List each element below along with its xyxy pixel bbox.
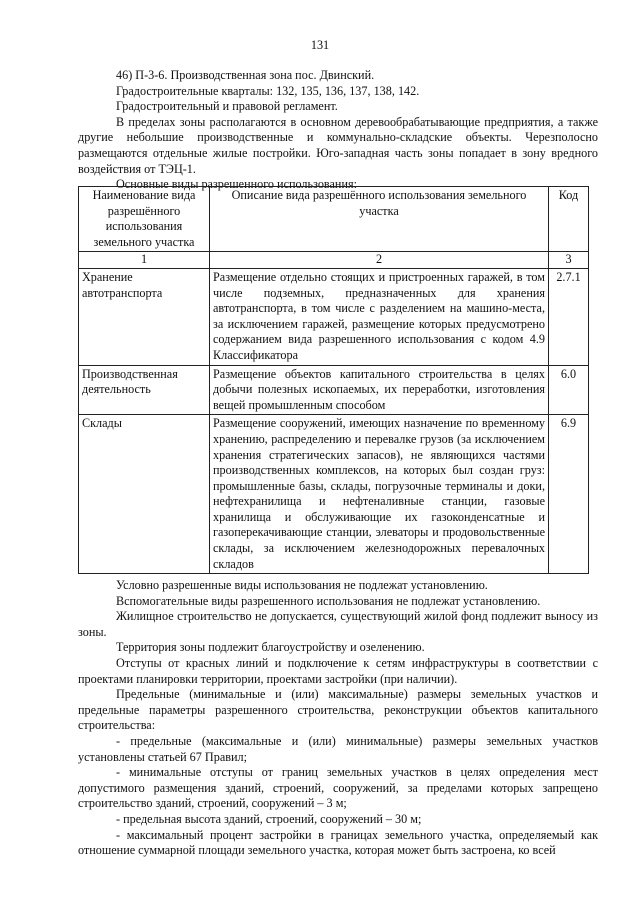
use-description: Размещение объектов капитального строительства в целях добычи полезных ископаемых, их переработки, изготовления вещей промышленным способом: [210, 365, 549, 415]
column-number-3: 3: [549, 252, 589, 269]
landscaping-paragraph: Территория зоны подлежит благоустройству и озеленению.: [116, 640, 425, 655]
intro-section: [78, 68, 598, 193]
header-name: Наименование вида разрешённого использования земельного участка: [79, 187, 210, 252]
use-name: Производственная деятельность: [79, 365, 210, 415]
zone-title: 46) П-3-6. Производственная зона пос. Двинский.: [116, 68, 375, 82]
conditional-uses-paragraph: Условно разрешенные виды использования не подлежат установлению.: [116, 578, 488, 592]
limit-item: - предельная высота зданий, строений, сооружений – 30 м;: [116, 811, 422, 826]
column-number-row: [79, 252, 589, 269]
use-code: 6.0: [549, 365, 589, 415]
column-number-2: 2: [210, 252, 549, 269]
use-name: Склады: [79, 415, 210, 574]
quarters-line: Градостроительные кварталы: 132, 135, 136, 137, 138, 142.: [116, 83, 420, 98]
use-description: Размещение сооружений, имеющих назначение по временному хранению, распределению и перевалке грузов (за исключением хранения стратегических запасов), не являющихся частями производственных комплексов, на которых был создан груз: промышленные базы, склады, погрузочные терминалы и доки, нефтехранилища и нефтеналивные станции, газовые хранилища и обслуживающие их газоконденсатные и газоперекачивающие станции, элеваторы и продовольственные склады, за исключением железнодорожных перевалочных складов: [210, 415, 549, 574]
page-number: 131: [310, 38, 330, 52]
use-name: Хранение автотранспорта: [79, 268, 210, 365]
header-description: Описание вида разрешённого использования земельного участка: [210, 187, 549, 252]
regulation-line: Градостроительный и правовой регламент.: [116, 99, 338, 114]
use-description: Размещение отдельно стоящих и пристроенных гаражей, в том числе подземных, предназначенных для хранения автотранспорта, в том числе с разделением на машино-места, за исключением гаражей, размещение которых предусмотрено содержанием вида разрешенного использования с кодом 4.9 Классификатора: [210, 268, 549, 365]
table-row: [79, 415, 589, 574]
limit-item: - максимальный процент застройки в границах земельного участка, определяемый как отношение суммарной площади земельного участка, которая может быть застроена, ко всей: [78, 827, 598, 858]
regulation-text: [78, 578, 598, 859]
limits-paragraph: Предельные (минимальные и (или) максимальные) размеры земельных участков и предельные параметры разрешенного строительства, реконструкции объектов капитального строительства:: [78, 687, 598, 733]
use-code: 6.9: [549, 415, 589, 574]
housing-paragraph: Жилищное строительство не допускается, существующий жилой фонд подлежит выносу из зоны.: [78, 609, 598, 639]
table-header-row: [79, 187, 589, 252]
auxiliary-uses-paragraph: Вспомогательные виды разрешенного использования не подлежат установлению.: [116, 593, 541, 608]
table-row: [79, 268, 589, 365]
column-number-1: 1: [79, 252, 210, 269]
main-uses-heading: Основные виды разрешенного использования:: [116, 177, 357, 192]
zone-description: В пределах зоны располагаются в основном деревообрабатывающие предприятия, а также другие небольшие производственные и коммунально-складские объекты. Черезполосно размещаются отдельные жилые постройки. Юго-западная часть зоны попадает в зону вредного воздействия от ТЭЦ-1.: [78, 114, 598, 176]
setbacks-paragraph: Отступы от красных линий и подключение к сетям инфраструктуры в соответствии с проектами планировки территории, проектами застройки (при наличии).: [78, 655, 598, 686]
permitted-uses-table: [78, 186, 589, 574]
use-code: 2.7.1: [549, 268, 589, 365]
table-row: [79, 365, 589, 415]
limit-item: - предельные (максимальные и (или) минимальные) размеры земельных участков установлены статьей 67 Правил;: [78, 733, 598, 764]
header-code: Код: [549, 187, 589, 252]
limit-item: - минимальные отступы от границ земельных участков в целях определения мест допустимого размещения зданий, строений, сооружений, за пределами которых запрещено строительство зданий, строений, сооружений – 3 м;: [78, 765, 598, 811]
